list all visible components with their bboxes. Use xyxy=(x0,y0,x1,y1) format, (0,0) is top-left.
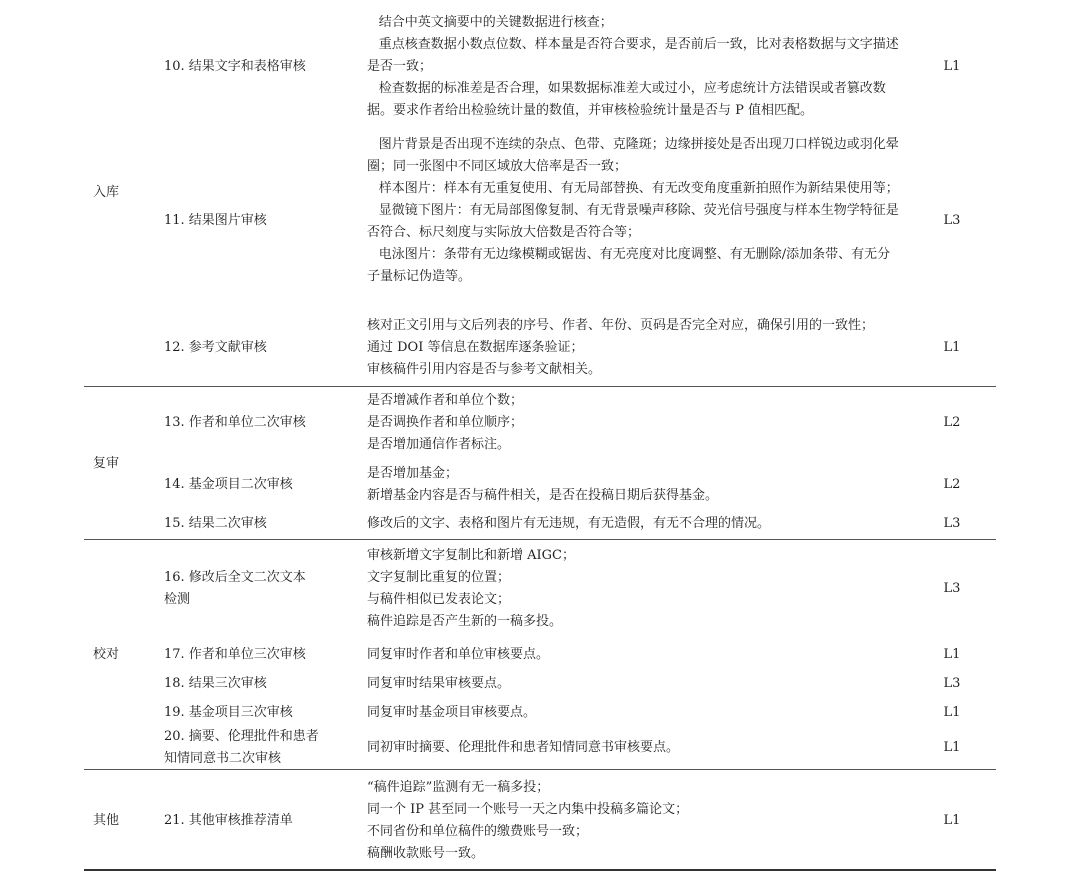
row-level: L3 xyxy=(943,581,961,596)
row-item-label: 11. 结果图片审核 xyxy=(164,213,267,228)
detail-line: 图片背景是否出现不连续的杂点、色带、克隆斑；边缘拼接处是否出现刀口样锐边或羽化晕圈；同一张图中不同区域放大倍率是否一致； xyxy=(367,137,899,174)
detail-line: 不同省份和单位稿件的缴费账号一致； xyxy=(367,824,589,839)
row-detail xyxy=(367,463,902,507)
detail-line: 通过 DOI 等信息在数据库逐条验证； xyxy=(367,340,584,355)
row-level: L1 xyxy=(943,647,961,662)
detail-line: 同复审时结果审核要点。 xyxy=(367,676,511,691)
row-detail xyxy=(367,12,902,122)
row-level: L3 xyxy=(943,213,961,228)
detail-line: 重点核查数据小数点位数、样本量是否符合要求，是否前后一致，比对表格数据与文字描述是否一致； xyxy=(367,37,899,74)
row-item-label: 18. 结果三次审核 xyxy=(164,676,267,691)
detail-line: 同复审时作者和单位审核要点。 xyxy=(367,647,550,662)
stage-label-jiaodui: 校对 xyxy=(93,647,120,662)
detail-line: 审核新增文字复制比和新增 AIGC； xyxy=(367,548,575,563)
row-level: L1 xyxy=(943,705,961,720)
item-line: 16. 修改后全文二次文本 xyxy=(164,570,306,585)
detail-line: 稿酬收款账号一致。 xyxy=(367,846,485,861)
row-item-label xyxy=(164,726,349,770)
detail-line: 结合中英文摘要中的关键数据进行核查； xyxy=(378,15,613,30)
detail-line: 核对正文引用与文后列表的序号、作者、年份、页码是否完全对应，确保引用的一致性； xyxy=(367,318,875,333)
row-level: L2 xyxy=(943,415,961,430)
row-item-label: 17. 作者和单位三次审核 xyxy=(164,647,306,662)
row-level: L3 xyxy=(943,516,961,531)
detail-line: 新增基金内容是否与稿件相关，是否在投稿日期后获得基金。 xyxy=(367,488,719,503)
detail-line: 样本图片：样本有无重复使用、有无局部替换、有无改变角度重新拍照作为新结果使用等； xyxy=(378,181,899,196)
detail-line: 是否增减作者和单位个数； xyxy=(367,393,524,408)
section-divider xyxy=(84,769,996,770)
row-item-label: 14. 基金项目二次审核 xyxy=(164,477,293,492)
row-detail xyxy=(367,644,902,666)
detail-line: 是否增加基金； xyxy=(367,466,459,481)
detail-line: 同一个 IP 甚至同一个账号一天之内集中投稿多篇论文； xyxy=(367,802,689,817)
row-detail xyxy=(367,390,902,456)
row-level: L2 xyxy=(943,477,961,492)
section-divider xyxy=(84,539,996,540)
detail-line: 审核稿件引用内容是否与参考文献相关。 xyxy=(367,362,602,377)
row-item-label: 13. 作者和单位二次审核 xyxy=(164,415,306,430)
row-level: L1 xyxy=(943,59,961,74)
row-detail xyxy=(367,777,902,865)
detail-line: 修改后的文字、表格和图片有无违规，有无造假，有无不合理的情况。 xyxy=(367,516,771,531)
row-level: L3 xyxy=(943,676,961,691)
row-detail xyxy=(367,737,902,759)
row-level: L1 xyxy=(943,340,961,355)
row-detail xyxy=(367,134,902,288)
item-line: 20. 摘要、伦理批件和患者 xyxy=(164,729,319,744)
item-line: 检测 xyxy=(164,592,191,607)
detail-line: 与稿件相似已发表论文； xyxy=(367,592,511,607)
detail-line: 是否调换作者和单位顺序； xyxy=(367,415,524,430)
row-item-label: 21. 其他审核推荐清单 xyxy=(164,813,293,828)
row-item-label: 12. 参考文献审核 xyxy=(164,340,267,355)
detail-line: 是否增加通信作者标注。 xyxy=(367,437,511,452)
stage-label-ruku: 入库 xyxy=(93,185,120,200)
table-bottom-rule xyxy=(84,869,996,871)
section-divider xyxy=(84,386,996,387)
row-item-label: 19. 基金项目三次审核 xyxy=(164,705,293,720)
stage-label-qita: 其他 xyxy=(93,813,120,828)
row-detail xyxy=(367,702,902,724)
detail-line: 电泳图片：条带有无边缘模糊或锯齿、有无亮度对比度调整、有无删除/添加条带、有无分子量标记伪造等。 xyxy=(367,247,891,284)
detail-line: “稿件追踪”监测有无一稿多投； xyxy=(367,780,550,795)
row-detail xyxy=(367,315,902,381)
detail-line: 稿件追踪是否产生新的一稿多投。 xyxy=(367,614,563,629)
item-line: 知情同意书二次审核 xyxy=(164,751,282,766)
detail-line: 同初审时摘要、伦理批件和患者知情同意书审核要点。 xyxy=(367,740,680,755)
detail-line: 检查数据的标准差是否合理，如果数据标准差大或过小，应考虑统计方法错误或者篡改数据。要求作者给出检验统计量的数值，并审核检验统计量是否与 P 值相匹配。 xyxy=(367,81,886,118)
row-detail xyxy=(367,545,902,633)
stage-label-fushen: 复审 xyxy=(93,456,120,471)
row-detail xyxy=(367,513,902,535)
row-item-label: 15. 结果二次审核 xyxy=(164,516,267,531)
row-level: L1 xyxy=(943,740,961,755)
row-item-label: 10. 结果文字和表格审核 xyxy=(164,59,306,74)
row-item-label xyxy=(164,567,349,611)
row-detail xyxy=(367,673,902,695)
detail-line: 显微镜下图片：有无局部图像复制、有无背景噪声移除、荧光信号强度与样本生物学特征是否符合、标尺刻度与实际放大倍数是否符合等； xyxy=(367,203,899,240)
detail-line: 文字复制比重复的位置； xyxy=(367,570,511,585)
detail-line: 同复审时基金项目审核要点。 xyxy=(367,705,537,720)
row-level: L1 xyxy=(943,813,961,828)
